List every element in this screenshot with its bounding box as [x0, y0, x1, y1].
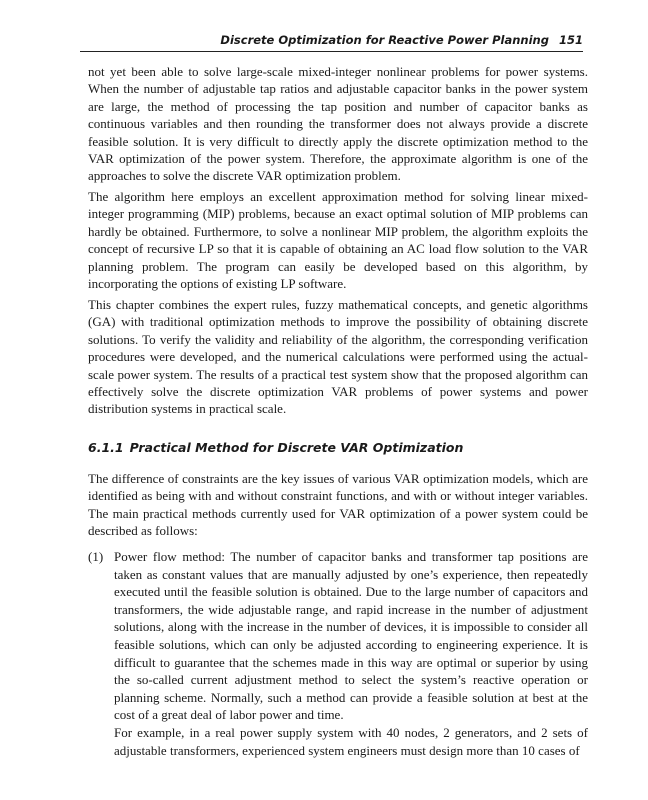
running-title: Discrete Optimization for Reactive Power Planning	[220, 33, 549, 47]
paragraph-chapter-overview: This chapter combines the expert rules, fuzzy mathematical concepts, and genetic algorithms (GA) with traditional optimization methods to improve the possibility of obtaining discrete solutions. To verify the validity and reliability of the algorithm, the corresponding verification procedures were developed, and the numerical calculations were performed using the actual-scale power system. The results of a practical test system show that the proposed algorithm can effectively solve the discrete optimization VAR problems of power systems and power distribution systems in practical scale.	[88, 297, 588, 417]
section-heading	[88, 440, 588, 456]
paragraph-algorithm: The algorithm here employs an excellent approximation method for solving linear mixed-integer programming (MIP) problems, because an exact optimal solution of MIP problems can hardly be obtained. Furthermore, to solve a nonlinear MIP problem, the algorithm exploits the concept of recursive LP so that it is capable of obtaining an AC load flow solution to the VAR planning problem. The program can easily be developed based on this algorithm, by incorporating the options of existing LP software.	[88, 189, 588, 292]
list-item-marker: (1)	[88, 549, 104, 564]
page-number: 151	[558, 33, 583, 47]
running-header	[80, 33, 583, 52]
section-number: 6.1.1	[88, 440, 124, 455]
section-title: Practical Method for Discrete VAR Optimization	[129, 440, 464, 455]
list-item	[88, 548, 588, 759]
list-item-text: Power flow method: The number of capacitor banks and transformer tap positions are taken as constant values that are manually adjusted by one’s experience, then repeatedly executed until the feasible solution is obtained. Due to the large number of capacitors and transformers, the wide adjustable range, and rapid increase in the number of adjustment solutions, along with the increase in the number of devices, it is impossible to consider all feasible solutions, which can only be adjusted according to engineering experience. It is difficult to guarantee that the schemes made in this way are optimal or superior by using the so-called current adjustment method to select the system’s reactive operation or planning scheme. Normally, such a method can provide a feasible solution at best at the cost of a great deal of labor power and time.	[114, 549, 588, 723]
list-item-continuation: For example, in a real power supply system with 40 nodes, 2 generators, and 2 sets of adjustable transformers, experienced system engineers must design more than 10 cases of	[114, 724, 588, 758]
list-item-body	[114, 548, 588, 759]
section-intro-paragraph: The difference of constraints are the key issues of various VAR optimization models, which are identified as being with and without constraint functions, and with or without integer variables. The main practical methods currently used for VAR optimization of a power system could be described as follows:	[88, 471, 588, 539]
paragraph-continuation: not yet been able to solve large-scale mixed-integer nonlinear problems for power systems. When the number of adjustable tap ratios and adjustable capacitor banks in the power system are large, the method of processing the tap position and number of capacitor banks as continuous variables and then rounding the transformer does not always provide a discrete feasible solution. It is very difficult to directly apply the discrete optimization method to the VAR optimization of the power system. Therefore, the approximate algorithm is one of the approaches to solve the discrete VAR optimization problem.	[88, 64, 588, 184]
